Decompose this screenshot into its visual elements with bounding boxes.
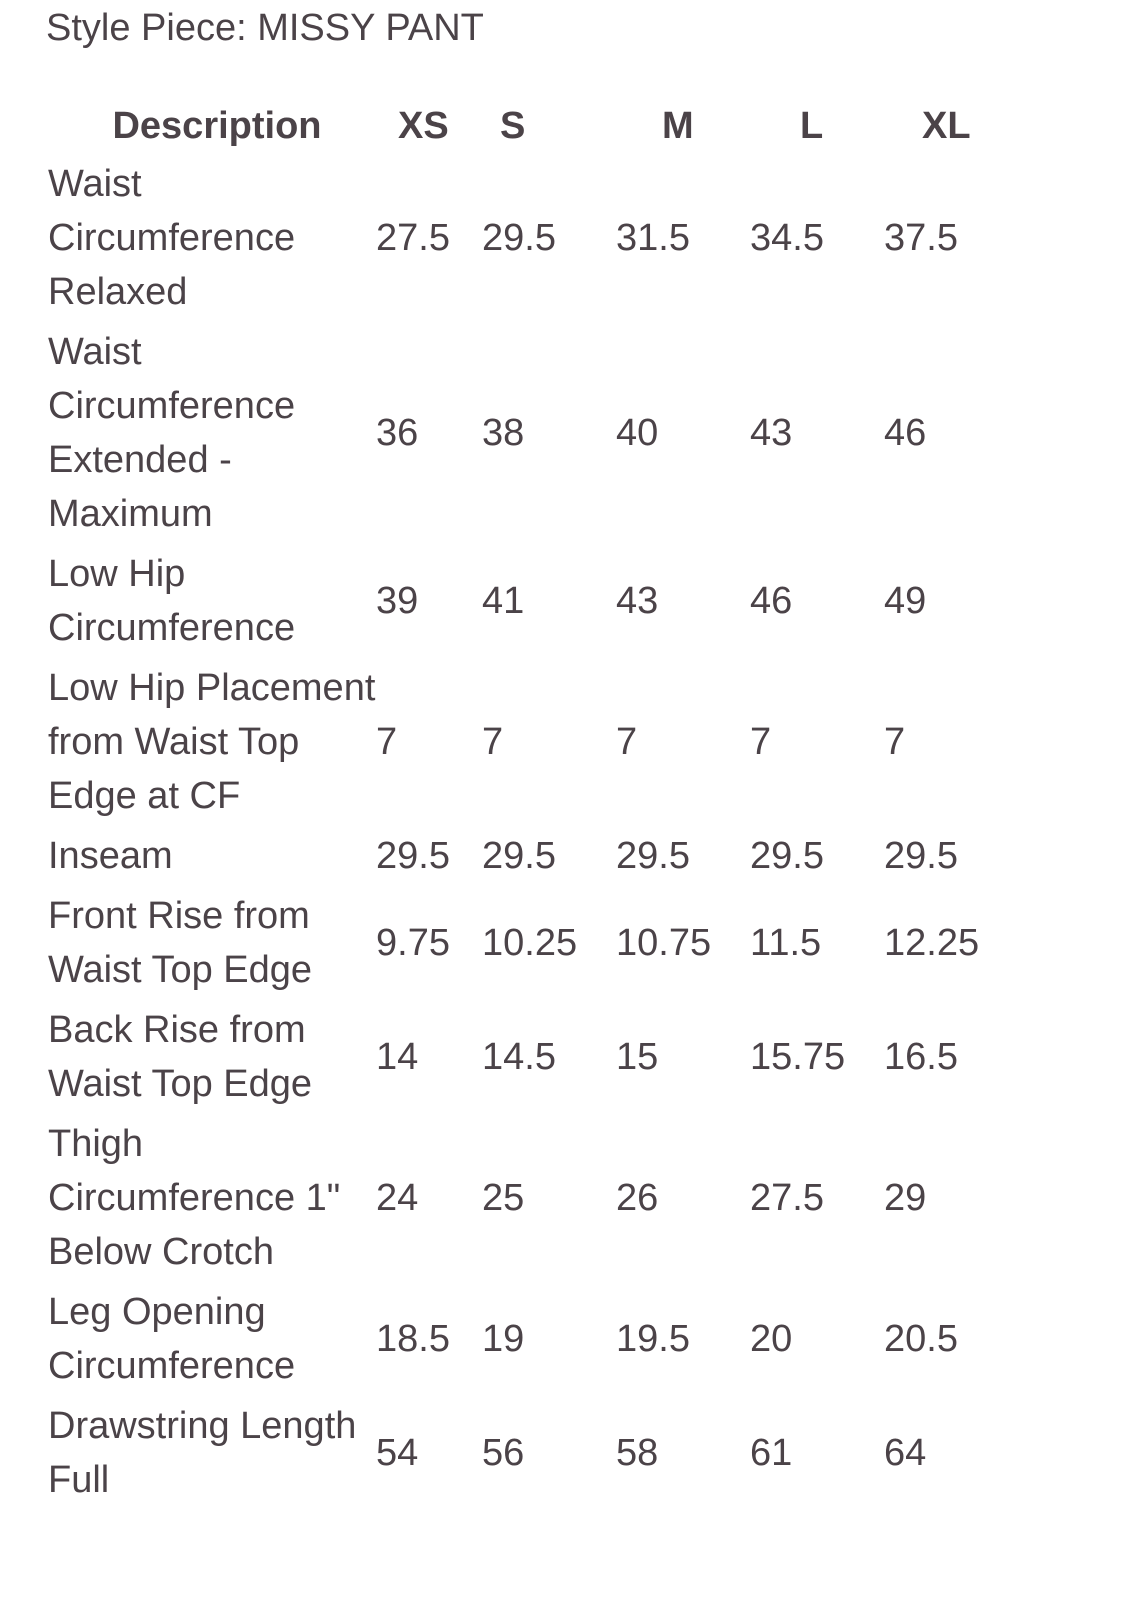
- value-xl: 64: [884, 1432, 927, 1474]
- row-description: Thigh Circumference 1" Below Crotch: [48, 1123, 341, 1273]
- value-l: 29.5: [750, 835, 824, 877]
- value-l: 34.5: [750, 217, 824, 259]
- value-l: 20: [750, 1318, 793, 1360]
- value-xs: 36: [376, 412, 419, 454]
- table-row: [46, 544, 1018, 658]
- value-xl: 12.25: [884, 922, 980, 964]
- value-m: 26: [616, 1177, 659, 1219]
- value-m: 19.5: [616, 1318, 690, 1360]
- table-row: [46, 1114, 1018, 1282]
- table-row: [46, 1282, 1018, 1396]
- row-description: Waist Circumference Relaxed: [48, 163, 296, 313]
- table-row: [46, 1396, 1018, 1510]
- style-piece-title: Style Piece: MISSY PANT: [46, 7, 484, 49]
- header-s: S: [500, 105, 526, 147]
- value-s: 10.25: [482, 922, 578, 964]
- row-description: Low Hip Placement from Waist Top Edge at CF: [48, 667, 376, 817]
- table-row: [46, 1000, 1018, 1114]
- value-s: 25: [482, 1177, 525, 1219]
- value-m: 43: [616, 580, 659, 622]
- value-s: 7: [482, 721, 504, 763]
- value-xl: 49: [884, 580, 927, 622]
- table-row: [46, 322, 1018, 544]
- value-s: 38: [482, 412, 525, 454]
- value-xs: 39: [376, 580, 419, 622]
- value-xs: 24: [376, 1177, 419, 1219]
- header-xs: XS: [398, 105, 449, 147]
- value-xl: 20.5: [884, 1318, 958, 1360]
- value-xs: 7: [376, 721, 398, 763]
- value-xl: 46: [884, 412, 927, 454]
- row-description: Low Hip Circumference: [48, 553, 296, 649]
- value-l: 27.5: [750, 1177, 824, 1219]
- value-s: 29.5: [482, 217, 556, 259]
- value-m: 15: [616, 1036, 659, 1078]
- row-description: Drawstring Length Full: [48, 1405, 357, 1501]
- value-s: 14.5: [482, 1036, 556, 1078]
- value-l: 46: [750, 580, 793, 622]
- value-xl: 29: [884, 1177, 927, 1219]
- value-l: 15.75: [750, 1036, 846, 1078]
- value-l: 43: [750, 412, 793, 454]
- value-l: 11.5: [750, 922, 822, 964]
- row-description: Inseam: [48, 835, 173, 877]
- value-m: 29.5: [616, 835, 690, 877]
- header-l: L: [800, 105, 824, 147]
- value-xl: 7: [884, 721, 906, 763]
- header-description: Description: [112, 105, 322, 147]
- value-xs: 18.5: [376, 1318, 450, 1360]
- value-s: 19: [482, 1318, 525, 1360]
- table-row: [46, 886, 1018, 1000]
- header-xl: XL: [922, 105, 971, 147]
- table-header-row: [46, 96, 1018, 154]
- value-m: 31.5: [616, 217, 690, 259]
- value-xs: 54: [376, 1432, 419, 1474]
- value-m: 40: [616, 412, 659, 454]
- value-xl: 37.5: [884, 217, 958, 259]
- value-l: 7: [750, 721, 772, 763]
- size-spec-table: [46, 96, 1018, 1510]
- value-s: 29.5: [482, 835, 556, 877]
- value-xs: 27.5: [376, 217, 450, 259]
- value-m: 7: [616, 721, 638, 763]
- table-row: [46, 154, 1018, 322]
- value-xs: 14: [376, 1036, 419, 1078]
- value-xs: 29.5: [376, 835, 450, 877]
- value-m: 10.75: [616, 922, 712, 964]
- row-description: Leg Opening Circumference: [48, 1291, 296, 1387]
- table-row: [46, 826, 1018, 886]
- row-description: Back Rise from Waist Top Edge: [48, 1009, 313, 1105]
- value-l: 61: [750, 1432, 793, 1474]
- value-m: 58: [616, 1432, 659, 1474]
- row-description: Front Rise from Waist Top Edge: [48, 895, 313, 991]
- value-s: 41: [482, 580, 525, 622]
- value-xl: 16.5: [884, 1036, 958, 1078]
- value-xl: 29.5: [884, 835, 958, 877]
- value-s: 56: [482, 1432, 525, 1474]
- row-description: Waist Circumference Extended - Maximum: [48, 331, 296, 535]
- header-m: M: [662, 105, 694, 147]
- table-row: [46, 658, 1018, 826]
- value-xs: 9.75: [376, 922, 450, 964]
